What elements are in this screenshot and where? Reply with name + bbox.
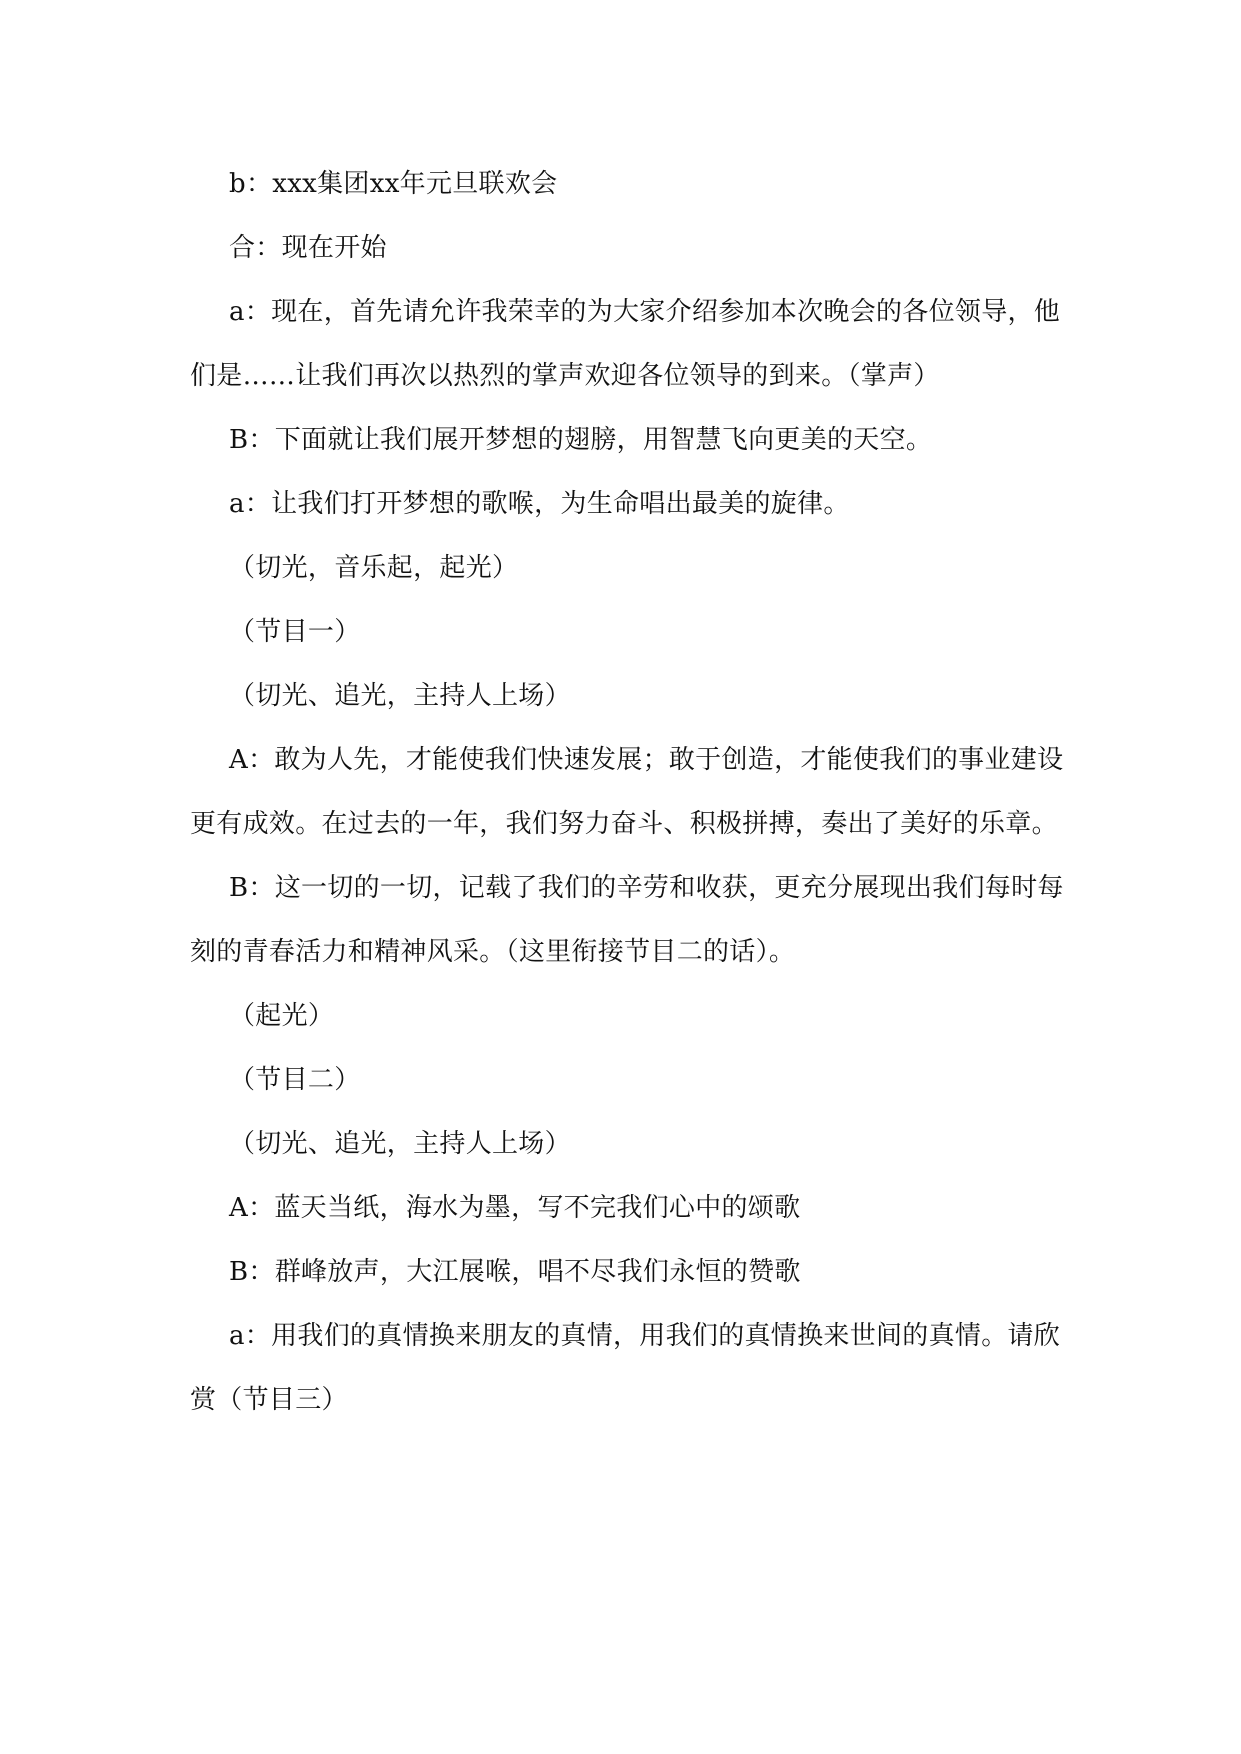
document-body	[190, 152, 1070, 1432]
paragraph-1: b：xxx集团xx年元旦联欢会	[229, 169, 558, 199]
paragraph-2: 合：现在开始	[229, 233, 387, 263]
paragraph-9: A：敢为人先，才能使我们快速发展；敢于创造，才能使我们的事业建设更有成效。在过去的一年，我们努力奋斗、积极拼搏，奏出了美好的乐章。	[190, 745, 1064, 839]
paragraph-5: a：让我们打开梦想的歌喉，为生命唱出最美的旋律。	[229, 489, 850, 519]
paragraph-14: A：蓝天当纸，海水为墨，写不完我们心中的颂歌	[229, 1193, 801, 1223]
paragraph-11: （起光）	[229, 1001, 335, 1031]
paragraph-10: B：这一切的一切，记载了我们的辛劳和收获，更充分展现出我们每时每刻的青春活力和精神风采。（这里衔接节目二的话）。	[190, 873, 1064, 967]
paragraph-15: B：群峰放声，大江展喉，唱不尽我们永恒的赞歌	[229, 1257, 801, 1287]
paragraph-7: （节目一）	[229, 617, 361, 647]
paragraph-8: （切光、追光，主持人上场）	[229, 681, 571, 711]
paragraph-16: a：用我们的真情换来朋友的真情，用我们的真情换来世间的真情。请欣赏（节目三）	[190, 1321, 1061, 1415]
paragraph-13: （切光、追光，主持人上场）	[229, 1129, 571, 1159]
paragraph-12: （节目二）	[229, 1065, 361, 1095]
paragraph-6: （切光，音乐起，起光）	[229, 553, 519, 583]
paragraph-3: a：现在，首先请允许我荣幸的为大家介绍参加本次晚会的各位领导，他们是……让我们再次以热烈的掌声欢迎各位领导的到来。（掌声）	[190, 297, 1061, 391]
paragraph-4: B：下面就让我们展开梦想的翅膀，用智慧飞向更美的天空。	[229, 425, 933, 455]
